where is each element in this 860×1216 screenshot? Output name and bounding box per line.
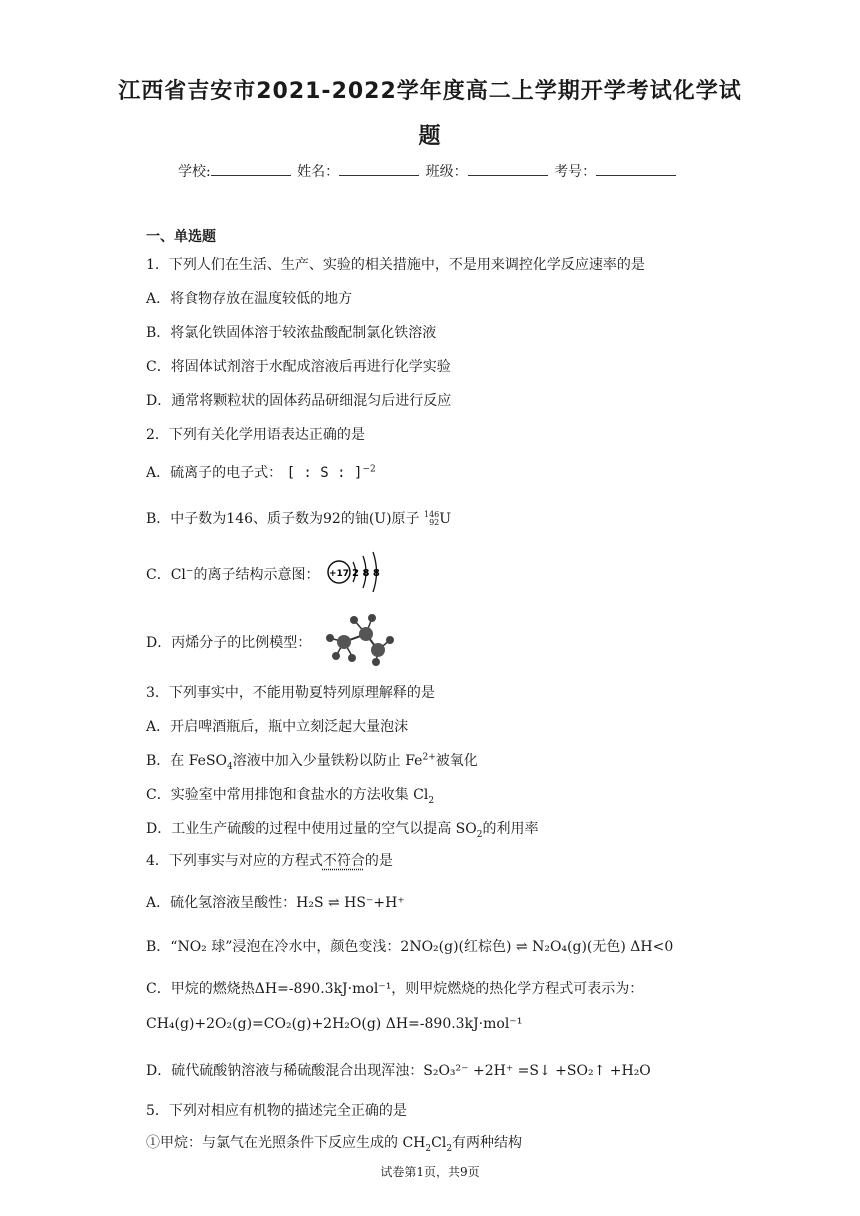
q4-stem <box>146 850 393 870</box>
q5-item1-part3: 有两种结构 <box>452 1135 523 1151</box>
q2-stem: 2．下列有关化学用语表达正确的是 <box>146 427 365 443</box>
q3-b-part2: 溶液中加入少量铁粉以防止 Fe <box>232 753 423 769</box>
class-blank <box>468 163 548 176</box>
q2-option-c: C．Cl−的离子结构示意图： <box>146 566 320 583</box>
q2-option-a <box>146 462 376 482</box>
q3-b-part3: 被氧化 <box>435 753 478 769</box>
q4-b-text: B．“NO₂ 球”浸泡在冷水中，颜色变浅： <box>146 939 401 955</box>
electron-shells: 2 8 8 <box>352 568 380 579</box>
atomic-number: 92 <box>429 518 440 527</box>
q3-b-sup: 2+ <box>422 752 436 763</box>
q4-option-c-equation: CH₄(g)+2O₂(g)=CO₂(g)+2H₂O(g) ΔH=-890.3kJ·mol⁻¹ <box>146 1016 523 1032</box>
uranium-nuclide-numbers <box>424 511 439 527</box>
examno-label: 考号： <box>554 164 597 180</box>
mass-number: 146 <box>424 510 440 519</box>
q3-option-c <box>146 784 434 806</box>
q4-option-d <box>146 1060 651 1080</box>
q4-d-equation: S₂O₃²⁻ +2H⁺ =S↓ +SO₂↑ +H₂O <box>423 1063 651 1079</box>
q4-a-text: A．硫化氢溶液呈酸性： <box>146 895 297 911</box>
section-heading: 一、单选题 <box>146 229 216 245</box>
q4-d-text: D．硫代硫酸钠溶液与稀硫酸混合出现浑浊： <box>146 1063 424 1079</box>
q4-b-equation: 2NO₂(g)(红棕色) ⇌ N₂O₄(g)(无色) ΔH<0 <box>400 939 674 955</box>
q5-item1-sub2: 2 <box>446 1143 453 1154</box>
q5-item1-part1: ①甲烷：与氯气在光照条件下反应生成的 CH <box>146 1135 426 1151</box>
sulfide-electron-formula: [ : S : ] <box>286 465 363 481</box>
page-footer: 试卷第1页，共9页 <box>380 1165 480 1179</box>
name-blank <box>339 163 419 176</box>
q3-stem: 3．下列事实中，不能用勒夏特列原理解释的是 <box>146 685 435 701</box>
q3-option-a: A．开启啤酒瓶后，瓶中立刻泛起大量泡沫 <box>146 719 409 735</box>
uranium-symbol: U <box>439 511 452 527</box>
q4-stem-emphasis: 不符合 <box>322 853 365 869</box>
q2-option-c-text: C．Cl <box>146 567 186 583</box>
q2-option-b <box>146 508 451 528</box>
q5-stem: 5．下列对相应有机物的描述完全正确的是 <box>146 1103 407 1119</box>
q4-option-a <box>146 892 405 912</box>
name-label: 姓名： <box>297 164 340 180</box>
q1-option-a: A．将食物存放在温度较低的地方 <box>146 291 353 307</box>
nucleus-charge: +17 <box>328 569 350 579</box>
student-info-row <box>178 161 678 181</box>
examno-blank <box>596 163 676 176</box>
q3-d-part2: 的利用率 <box>482 821 539 837</box>
school-label: 学校: <box>178 164 211 180</box>
chloride-ion-structure-diagram <box>324 548 386 592</box>
q1-option-b: B．将氯化铁固体溶于较浓盐酸配制氯化铁溶液 <box>146 325 437 341</box>
document-title-line1: 江西省吉安市2021-2022学年度高二上学期开学考试化学试 <box>118 79 742 104</box>
q1-option-c: C．将固体试剂溶于水配成溶液后再进行化学实验 <box>146 359 451 375</box>
propene-space-filling-model <box>318 612 398 666</box>
document-title-line2: 题 <box>418 124 442 149</box>
q2-option-d: D．丙烯分子的比例模型： <box>146 635 312 651</box>
q4-a-equation: H₂S ⇌ HS⁻+H⁺ <box>296 895 405 911</box>
q3-b-part1: B．在 FeSO <box>146 753 228 769</box>
q3-c-sub: 2 <box>428 795 435 806</box>
q3-d-part1: D．工业生产硫酸的过程中使用过量的空气以提高 SO <box>146 821 477 837</box>
q3-option-b <box>146 750 478 772</box>
q4-stem-part1: 4．下列事实与对应的方程式 <box>146 853 323 869</box>
q4-stem-part2: 的是 <box>364 853 393 869</box>
q3-option-d <box>146 818 538 840</box>
q1-option-d: D．通常将颗粒状的固体药品研细混匀后进行反应 <box>146 393 452 409</box>
q5-item1-sub: 2 <box>425 1143 432 1154</box>
q2-option-c-text2: 的离子结构示意图： <box>193 567 320 583</box>
school-blank <box>211 163 291 176</box>
q3-b-sub: 4 <box>227 761 233 772</box>
q5-item1-part2: Cl <box>431 1135 447 1151</box>
q1-stem: 1．下列人们在生活、生产、实验的相关措施中，不是用来调控化学反应速率的是 <box>146 257 645 273</box>
class-label: 班级： <box>425 164 468 180</box>
q4-option-b <box>146 936 673 956</box>
q2-option-a-text: A．硫离子的电子式： <box>146 465 283 481</box>
q3-c-part1: C．实验室中常用排饱和食盐水的方法收集 Cl <box>146 787 429 803</box>
q5-item-1 <box>146 1132 522 1154</box>
q2-option-b-text: B．中子数为146、质子数为92的铀(U)原子 <box>146 511 420 527</box>
sulfide-charge: −2 <box>362 464 376 475</box>
q4-option-c: C．甲烷的燃烧热ΔH=-890.3kJ·mol⁻¹，则甲烷燃烧的热化学方程式可表示为： <box>146 981 644 997</box>
q3-d-sub: 2 <box>476 829 483 840</box>
